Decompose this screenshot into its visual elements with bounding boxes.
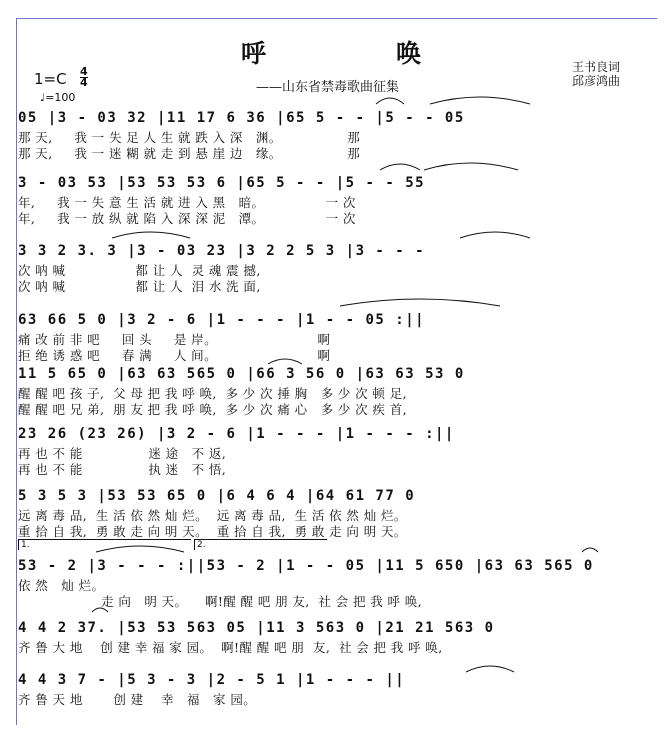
lyric-verse-1: 远 离 毒 品, 生 活 依 然 灿 烂。 远 离 毒 品, 生 活 依 然 灿 烂。 bbox=[18, 508, 407, 523]
composer-credit: 邱彦鸿曲 bbox=[572, 74, 621, 88]
lyric-verse-1: 次 呐 喊 都 让 人 灵 魂 震 撼, bbox=[18, 263, 261, 278]
lyric-verse-2: 走 向 明 天。 啊!醒 醒 吧 朋 友, 社 会 把 我 呼 唤, bbox=[18, 594, 423, 609]
lyric-verse-2: 醒 醒 吧 兄 弟, 朋 友 把 我 呼 唤, 多 少 次 痛 心 多 少 次 疾 首, bbox=[18, 402, 407, 417]
lyric-verse-1: 再 也 不 能 迷 途 不 返, bbox=[18, 446, 227, 461]
tempo-marking: ♩=100 bbox=[40, 91, 76, 104]
slur bbox=[96, 546, 184, 552]
lyric-verse-1: 齐 鲁 天 地 创 建 幸 福 家 园。 bbox=[18, 692, 257, 707]
slur bbox=[466, 666, 514, 672]
slur bbox=[112, 232, 190, 238]
slur bbox=[460, 232, 530, 238]
title-char-2: 唤 bbox=[396, 39, 424, 68]
lyric-verse-1: 依 然 灿 烂。 bbox=[18, 578, 105, 593]
slur bbox=[424, 163, 518, 170]
lyric-verse-1: 那 天, 我 一 失 足 人 生 就 跌 入 深 渊。 那 bbox=[18, 130, 361, 145]
title-char-1: 呼 bbox=[240, 39, 268, 68]
lyric-verse-2: 年, 我 一 放 纵 就 陷 入 深 深 泥 潭。 一 次 bbox=[18, 211, 356, 226]
lyric-verse-1: 醒 醒 吧 孩 子, 父 母 把 我 呼 唤, 多 少 次 捶 胸 多 少 次 顿 足, bbox=[18, 386, 407, 401]
notation-line: 3 3 2 3. 3 |3 - 03 23 |3 2 2 5 3 |3 - - - bbox=[18, 243, 426, 259]
notation-line: 4 4 2 37. |53 53 563 05 |11 3 563 0 |21 21 563 0 bbox=[18, 620, 495, 636]
lyric-verse-1: 年, 我 一 失 意 生 活 就 进 入 黑 暗。 一 次 bbox=[18, 195, 356, 210]
notation-line: 4 4 3 7 - |5 3 - 3 |2 - 5 1 |1 - - - || bbox=[18, 672, 406, 688]
lyric-verse-1: 痛 改 前 非 吧 回 头 是 岸。 啊 bbox=[18, 332, 331, 347]
slur bbox=[268, 359, 302, 364]
notation-line: 05 |3 - 03 32 |11 17 6 36 |65 5 - - |5 - - 05 bbox=[18, 110, 465, 126]
notation-line: 5 3 5 3 |53 53 65 0 |6 4 6 4 |64 61 77 0 bbox=[18, 488, 416, 504]
slur bbox=[380, 164, 420, 170]
second-ending-bracket: 2. bbox=[194, 539, 327, 550]
notation-line: 63 66 5 0 |3 2 - 6 |1 - - - |1 - - 05 :|| bbox=[18, 312, 426, 328]
subtitle: ——山东省禁毒歌曲征集 bbox=[256, 80, 400, 95]
lyricist-credit: 王书良词 bbox=[572, 60, 621, 74]
lyric-verse-1: 齐 鲁 大 地 创 建 幸 福 家 园。 啊!醒 醒 吧 朋 友, 社 会 把 我 呼 唤, bbox=[18, 640, 443, 655]
slur bbox=[376, 98, 404, 104]
lyric-verse-2: 次 呐 喊 都 让 人 泪 水 洗 面, bbox=[18, 279, 261, 294]
notation-line: 11 5 65 0 |63 63 565 0 |66 3 56 0 |63 63 53 0 bbox=[18, 366, 465, 382]
notation-line: 53 - 2 |3 - - - :||53 - 2 |1 - - 05 |11 5 650 |63 63 565 0 bbox=[18, 558, 594, 574]
lyric-verse-2: 拒 绝 诱 惑 吧 春 满 人 间。 啊 bbox=[18, 348, 331, 363]
slur bbox=[340, 299, 500, 306]
lyric-verse-2: 那 天, 我 一 迷 糊 就 走 到 悬 崖 边 缘。 那 bbox=[18, 146, 361, 161]
notation-line: 23 26 (23 26) |3 2 - 6 |1 - - - |1 - - - :|| bbox=[18, 426, 455, 442]
meter-top: 4 bbox=[80, 65, 88, 78]
lyric-verse-2: 再 也 不 能 执 迷 不 悟, bbox=[18, 462, 227, 477]
key-signature: 1=C bbox=[34, 70, 67, 88]
meter-bottom: 4 bbox=[80, 76, 88, 89]
slur bbox=[92, 608, 108, 612]
first-ending-bracket: 1. bbox=[18, 539, 191, 550]
slur bbox=[430, 97, 530, 104]
notation-line: 3 - 03 53 |53 53 53 6 |65 5 - - |5 - - 55 bbox=[18, 175, 426, 191]
slur bbox=[582, 548, 598, 552]
lyric-verse-2: 重 拾 自 我, 勇 敢 走 向 明 天。 重 拾 自 我, 勇 敢 走 向 明 天。 bbox=[18, 524, 407, 539]
